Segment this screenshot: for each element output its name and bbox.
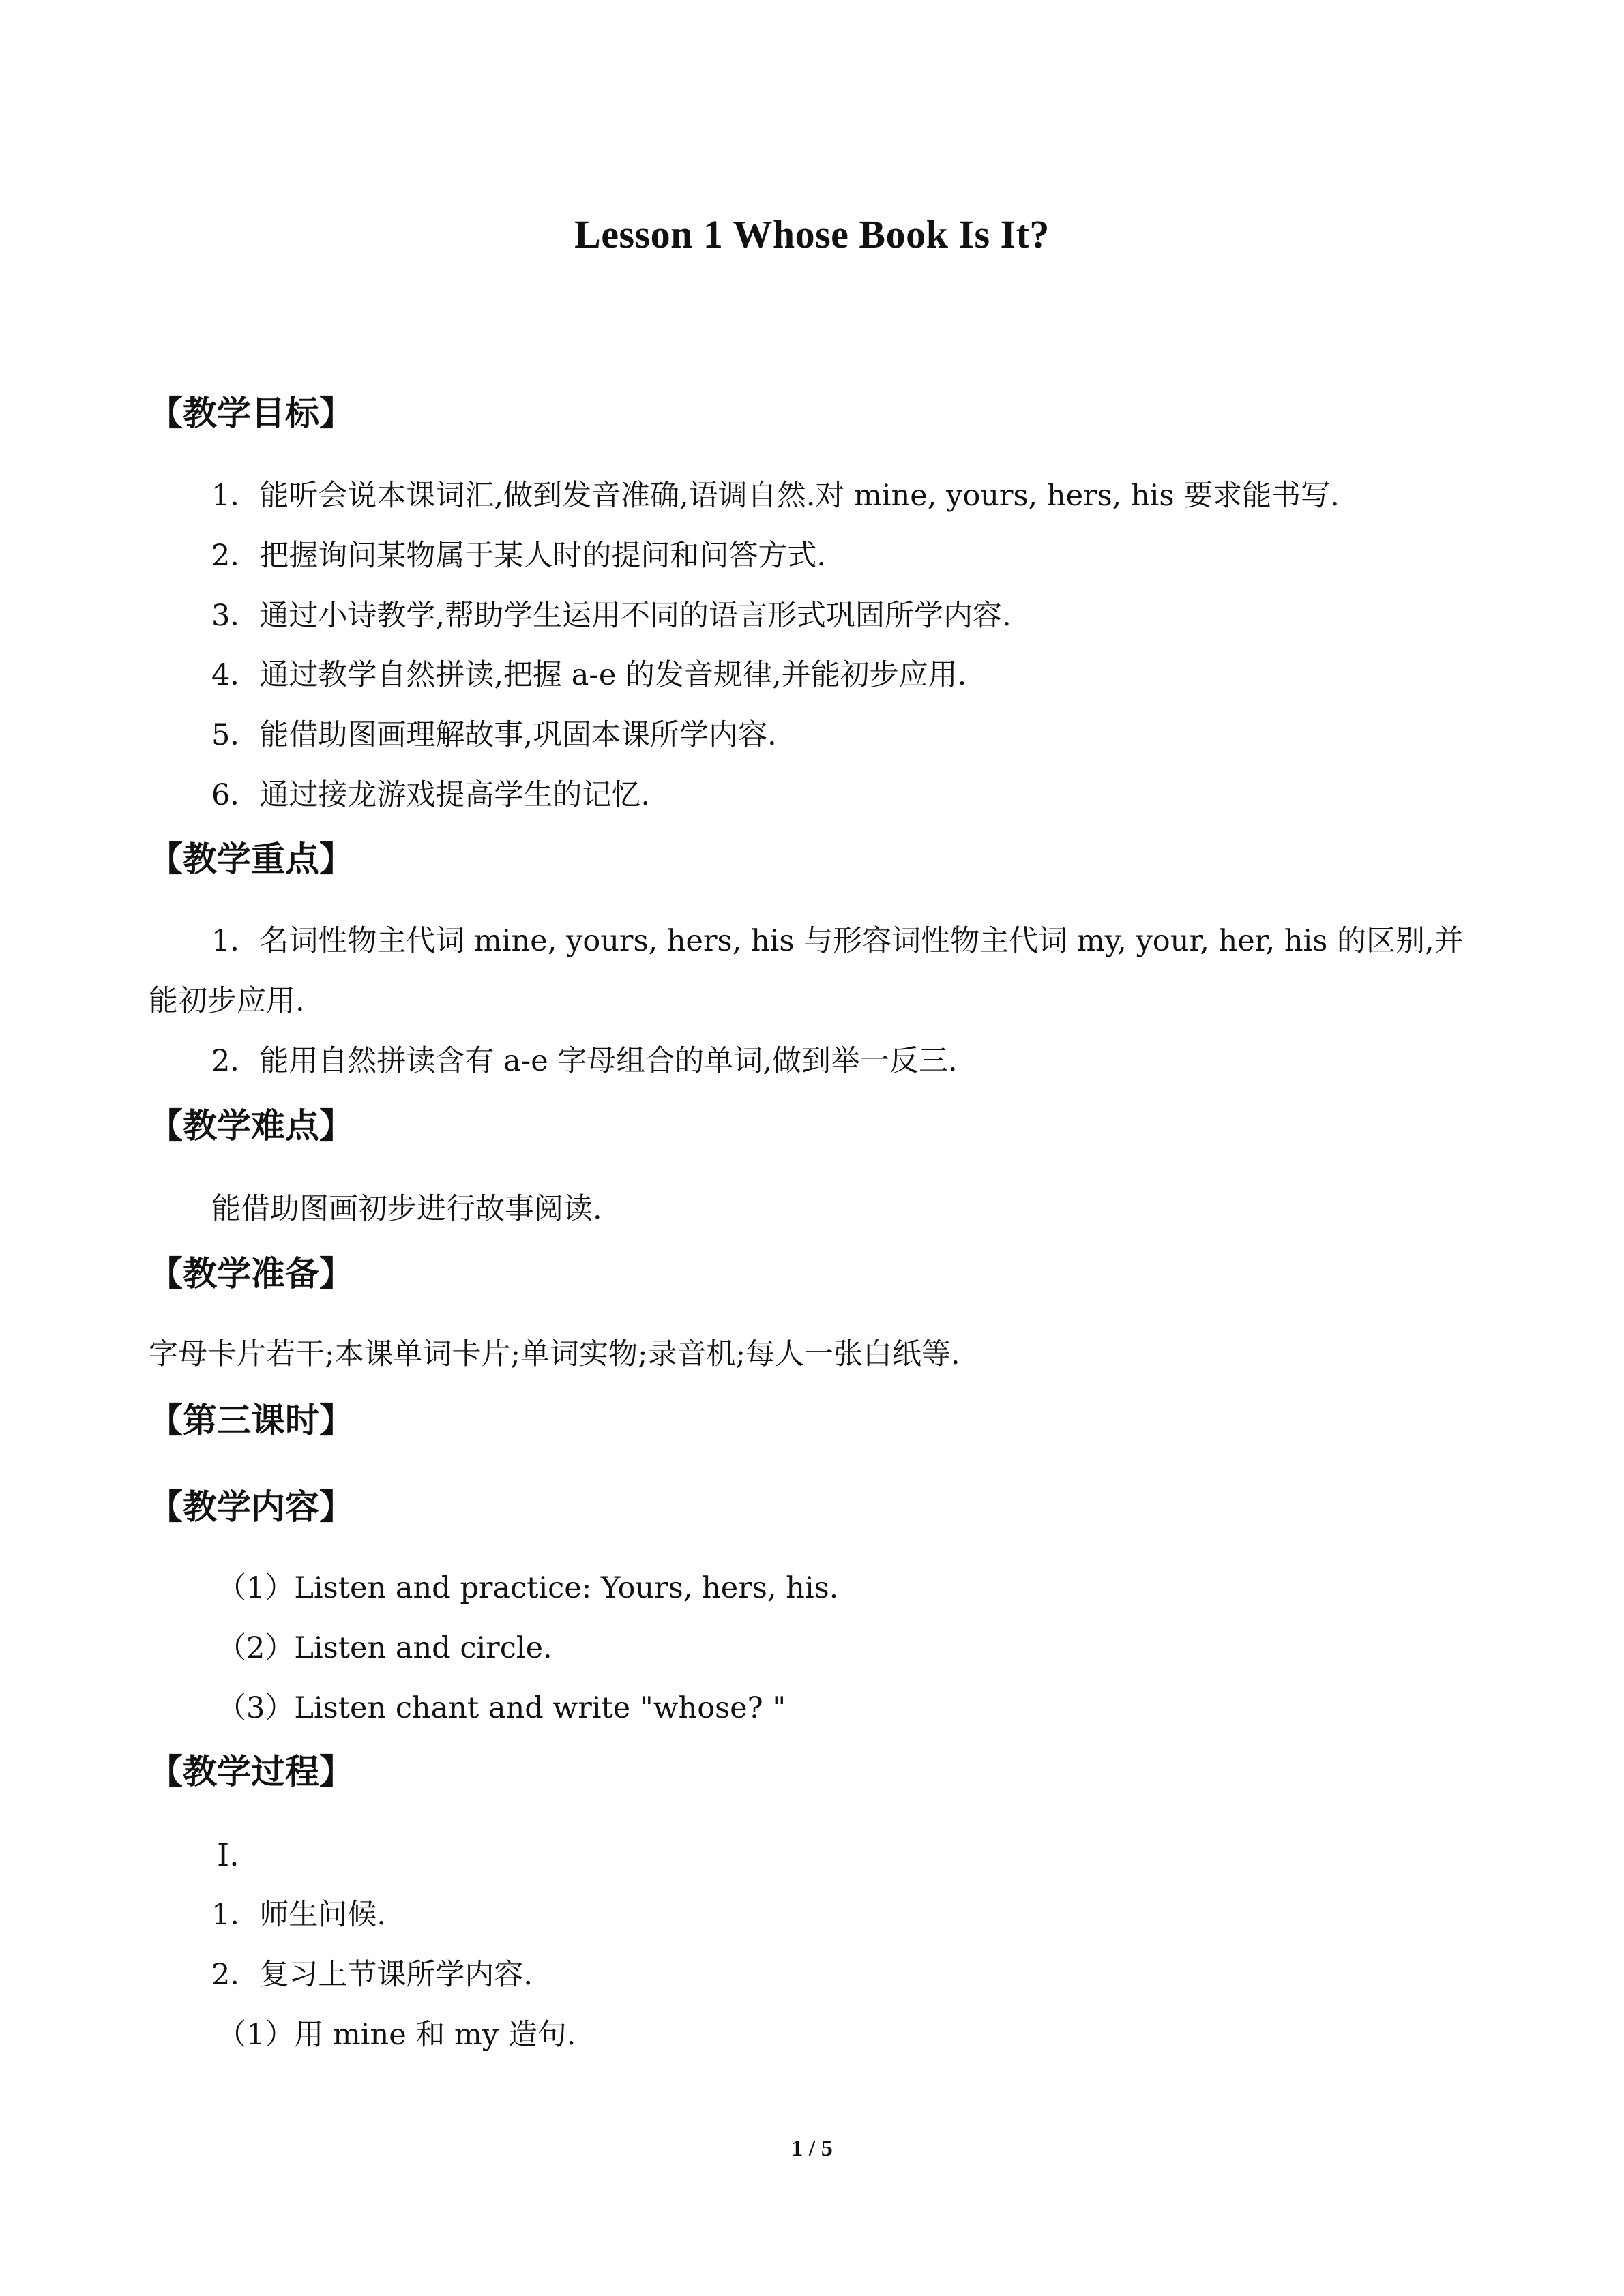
- key-point-item-1-line-1: 1．名词性物主代词 mine, yours, hers, his 与形容词性物主代词 my, your, her, his 的区别,并: [211, 924, 1464, 958]
- objective-item-6: 6．通过接龙游戏提高学生的记忆.: [211, 778, 651, 812]
- content-item-1: （1）Listen and practice: Yours, hers, his.: [217, 1571, 839, 1605]
- objective-item-5: 5．能借助图画理解故事,巩固本课所学内容.: [211, 718, 777, 752]
- key-point-item-1-line-2: 能初步应用.: [149, 984, 305, 1018]
- process-heading: 【教学过程】: [149, 1752, 353, 1791]
- process-roman-numeral: Ⅰ.: [217, 1836, 239, 1873]
- preparation-text: 字母卡片若干;本课单词卡片;单词实物;录音机;每人一张白纸等.: [149, 1337, 960, 1371]
- process-item-2: 2．复习上节课所学内容.: [211, 1958, 533, 1992]
- objective-item-4: 4．通过教学自然拼读,把握 a-e 的发音规律,并能初步应用.: [211, 658, 967, 692]
- difficulties-heading: 【教学难点】: [149, 1106, 353, 1146]
- objective-item-1: 1．能听会说本课词汇,做到发音准确,语调自然.对 mine, yours, hers, his 要求能书写.: [211, 479, 1340, 513]
- key-point-item-2: 2．能用自然拼读含有 a-e 字母组合的单词,做到举一反三.: [211, 1044, 958, 1078]
- content-item-3: （3）Listen chant and write "whose? ": [217, 1691, 786, 1725]
- objectives-heading: 【教学目标】: [149, 393, 353, 433]
- page-number: 1 / 5: [791, 2136, 833, 2161]
- content-item-2: （2）Listen and circle.: [217, 1631, 552, 1665]
- difficulties-text: 能借助图画初步进行故事阅读.: [211, 1192, 602, 1226]
- objective-item-2: 2．把握询问某物属于某人时的提问和问答方式.: [211, 539, 827, 573]
- content-heading: 【教学内容】: [149, 1487, 353, 1527]
- key-points-heading: 【教学重点】: [149, 839, 353, 879]
- page-title: Lesson 1 Whose Book Is It?: [574, 212, 1050, 256]
- preparation-heading: 【教学准备】: [149, 1254, 353, 1294]
- process-sub-item-1: （1）用 mine 和 my 造句.: [217, 2018, 576, 2052]
- period-heading: 【第三课时】: [149, 1401, 353, 1440]
- objective-item-3: 3．通过小诗教学,帮助学生运用不同的语言形式巩固所学内容.: [211, 599, 1012, 633]
- process-item-1: 1．师生问候.: [211, 1898, 387, 1932]
